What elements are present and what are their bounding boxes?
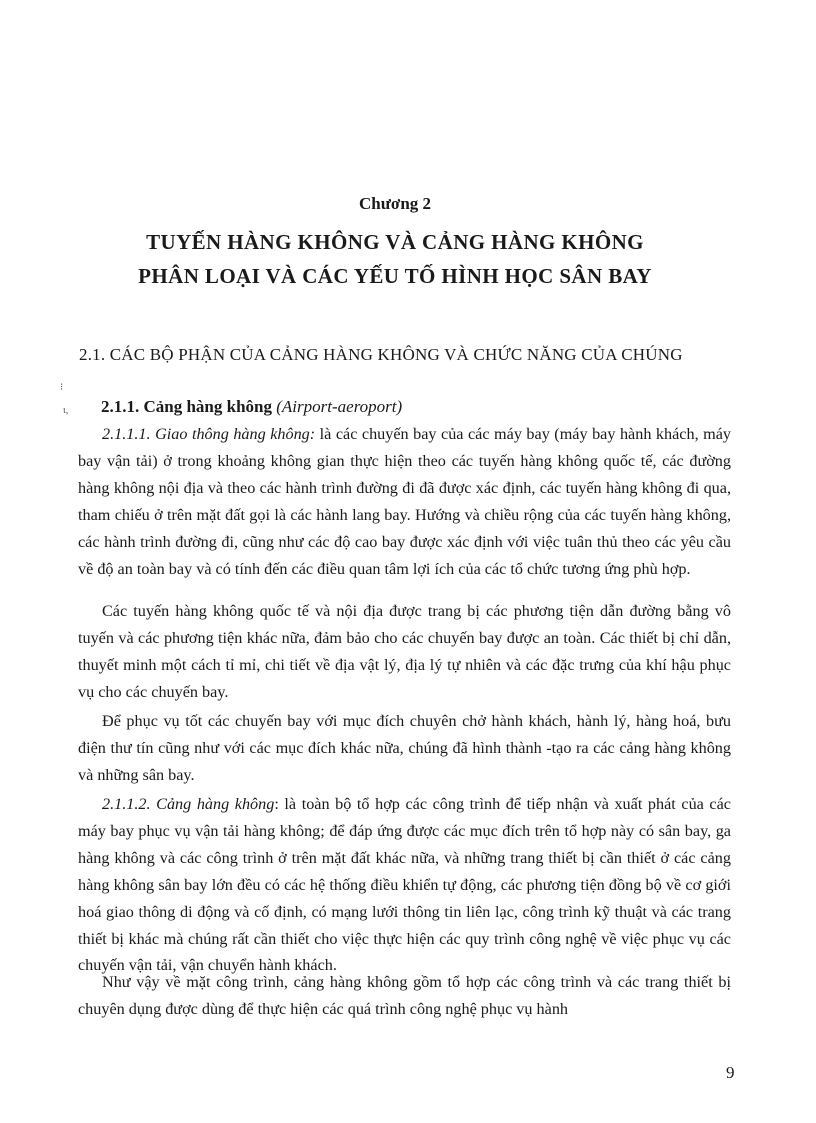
page-number: 9 xyxy=(726,1063,735,1082)
margin-scan-mark: ι, xyxy=(63,405,69,416)
chapter-title-line-1: TUYẾN HÀNG KHÔNG VÀ CẢNG HÀNG KHÔNG xyxy=(146,230,644,254)
subsection-alt-title: (Airport-aeroport) xyxy=(276,397,403,416)
paragraph-ve-mat-cong-trinh xyxy=(78,969,731,1023)
paragraph-lead: 2.1.1.1. Giao thông hàng không: xyxy=(102,425,316,443)
paragraph-phuc-vu-chuyen-bay xyxy=(78,708,731,789)
paragraph-lead: 2.1.1.2. Cảng hàng không xyxy=(102,795,275,813)
paragraph-text: Các tuyến hàng không quốc tế và nội địa được trang bị các phương tiện dẫn đường bằng vô tuyến và các phương tiện khác nữa, đảm bảo cho các chuyến bay được an toàn. Các thiết bị chỉ dẫn, thuyết minh một cách tỉ mỉ, chi tiết về địa vật lý, địa lý tự nhiên và các đặc trưng của khí hậu phục vụ cho các chuyến bay. xyxy=(78,602,731,701)
paragraph-text: Như vậy về mặt công trình, cảng hàng không gồm tổ hợp các công trình và các trang thiết bị chuyên dụng được dùng để thực hiện các quá trình công nghệ phục vụ hành xyxy=(78,973,731,1018)
chapter-title-line-2: PHÂN LOẠI VÀ CÁC YẾU TỐ HÌNH HỌC SÂN BAY xyxy=(138,264,652,288)
margin-scan-mark: ⁝ xyxy=(60,382,64,393)
paragraph-text: : là toàn bộ tổ hợp các công trình để tiếp nhận và xuất phát của các máy bay phục vụ vận tải hàng không; để đáp ứng được các mục đích trên tổ hợp này có sân bay, ga hàng không và các công trình ở trên mặt đất khác nữa, và những trang thiết bị cần thiết ở các cảng hàng không sân bay lớn đều có các hệ thống điều khiển tự động, các phương tiện đồng bộ về cơ giới hoá giao thông di động và cố định, có mạng lưới thông tin liên lạc, công trình kỹ thuật và các trang thiết bị khác mà chúng rất cần thiết cho việc thực hiện các quy trình công nghệ về việc phục vụ các chuyến vận tải, vận chuyển hành khách. xyxy=(78,795,731,975)
paragraph-cang-hang-khong xyxy=(78,791,731,979)
subsection-heading xyxy=(101,397,402,417)
section-heading: 2.1. CÁC BỘ PHẬN CỦA CẢNG HÀNG KHÔNG VÀ CHỨC NĂNG CỦA CHÚNG xyxy=(79,345,683,364)
paragraph-text: Để phục vụ tốt các chuyến bay với mục đích chuyên chở hành khách, hành lý, hàng hoá, bưu điện thư tín cũng như với các mục đích khác nữa, chúng đã hình thành -tạo ra các cảng hàng không và những sân bay. xyxy=(78,712,731,784)
chapter-label: Chương 2 xyxy=(358,194,432,213)
paragraph-giao-thong-hang-khong xyxy=(78,421,731,582)
paragraph-tuyen-hang-khong xyxy=(78,598,731,706)
subsection-number-title: 2.1.1. Cảng hàng không xyxy=(101,397,273,416)
paragraph-text: là các chuyến bay của các máy bay (máy bay hành khách, máy bay vận tải) ở trong khoảng không gian thực hiện theo các tuyến hàng không quốc tế, các đường hàng không nội địa và theo các hành trình đường đi đã được xác định, các tuyến hàng không đi qua, tham chiếu ở trên mặt đất gọi là các hành lang bay. Hướng và chiều rộng của các tuyến hàng không, các hành trình đường đi, cũng như các độ cao bay được xác định với việc tuân thủ theo các yêu cầu về độ an toàn bay và có tính đến các điều quan tâm lợi ích của các tổ chức tương ứng phù hợp. xyxy=(78,425,731,578)
